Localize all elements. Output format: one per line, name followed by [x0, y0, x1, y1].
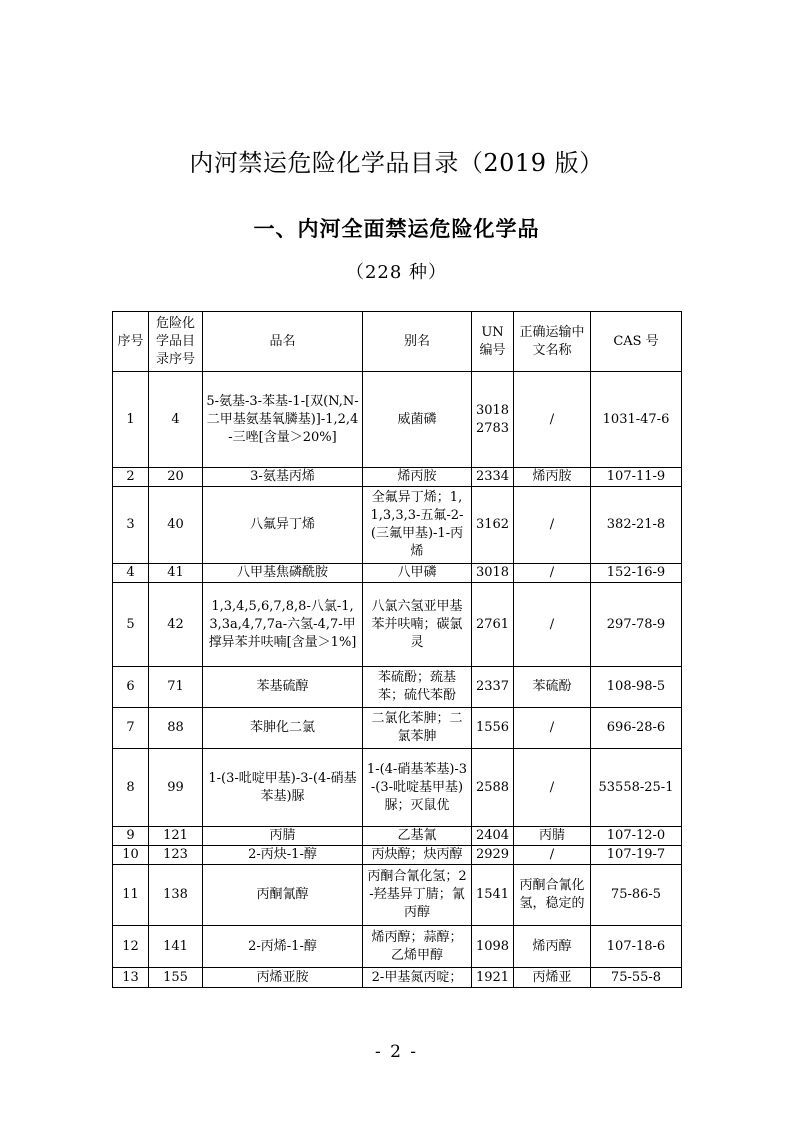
cell-un: 1556	[472, 708, 514, 749]
cell-seq: 11	[113, 865, 149, 926]
cell-un: 2334	[472, 468, 514, 487]
header-un: UN编号	[472, 312, 514, 372]
cell-catalog-no: 121	[149, 827, 203, 846]
cell-un: 2588	[472, 749, 514, 827]
cell-catalog-no: 4	[149, 372, 203, 468]
cell-un: 1098	[472, 926, 514, 968]
cell-seq: 10	[113, 846, 149, 865]
cell-name: 丙酮氰醇	[203, 865, 363, 926]
cell-un: 2761	[472, 583, 514, 667]
cell-seq: 8	[113, 749, 149, 827]
cell-un: 1921	[472, 968, 514, 988]
cell-name: 5-氨基-3-苯基-1-[双(N,N-二甲基氨基氧膦基)]-1,2,4-三唑[含量＞20%]	[203, 372, 363, 468]
cell-cas: 1031-47-6	[591, 372, 682, 468]
item-count: （228 种）	[345, 262, 448, 283]
cell-ship-name: /	[514, 372, 591, 468]
cell-seq: 9	[113, 827, 149, 846]
cell-name: 丙腈	[203, 827, 363, 846]
cell-alias: 乙基氰	[363, 827, 472, 846]
table-row	[113, 749, 682, 827]
table-row	[113, 487, 682, 564]
cell-alias: 二氯化苯胂；二氯苯胂	[363, 708, 472, 749]
cell-seq: 5	[113, 583, 149, 667]
header-cas: CAS 号	[591, 312, 682, 372]
header-seq: 序号	[113, 312, 149, 372]
cell-cas: 696-28-6	[591, 708, 682, 749]
cell-ship-name: /	[514, 749, 591, 827]
table-row	[113, 564, 682, 583]
cell-un: 1541	[472, 865, 514, 926]
cell-catalog-no: 123	[149, 846, 203, 865]
cell-alias: 全氟异丁烯；1,1,3,3,3-五氟-2-(三氟甲基)-1-丙烯	[363, 487, 472, 564]
cell-cas: 75-55-8	[591, 968, 682, 988]
cell-ship-name: 烯丙胺	[514, 468, 591, 487]
cell-catalog-no: 88	[149, 708, 203, 749]
cell-un: 3162	[472, 487, 514, 564]
cell-ship-name: 烯丙醇	[514, 926, 591, 968]
cell-cas: 107-18-6	[591, 926, 682, 968]
table-row	[113, 865, 682, 926]
cell-alias: 八氯六氢亚甲基苯并呋喃；碳氯灵	[363, 583, 472, 667]
cell-alias: 威菌磷	[363, 372, 472, 468]
cell-cas: 107-12-0	[591, 827, 682, 846]
cell-ship-name: /	[514, 708, 591, 749]
cell-cas: 53558-25-1	[591, 749, 682, 827]
cell-name: 2-丙烯-1-醇	[203, 926, 363, 968]
cell-catalog-no: 155	[149, 968, 203, 988]
table-row	[113, 968, 682, 988]
cell-catalog-no: 20	[149, 468, 203, 487]
cell-seq: 4	[113, 564, 149, 583]
cell-name: 丙烯亚胺	[203, 968, 363, 988]
table-header-row	[113, 312, 682, 372]
cell-seq: 6	[113, 667, 149, 708]
cell-ship-name: /	[514, 487, 591, 564]
cell-ship-name: /	[514, 846, 591, 865]
cell-name: 八氟异丁烯	[203, 487, 363, 564]
cell-cas: 107-11-9	[591, 468, 682, 487]
cell-catalog-no: 99	[149, 749, 203, 827]
header-catalog-no: 危险化学品目录序号	[149, 312, 203, 372]
document-title: 内河禁运危险化学品目录（2019 版）	[189, 149, 604, 177]
cell-ship-name: 丙腈	[514, 827, 591, 846]
header-name: 品名	[203, 312, 363, 372]
cell-seq: 3	[113, 487, 149, 564]
table-row	[113, 372, 682, 468]
cell-un: 2337	[472, 667, 514, 708]
cell-catalog-no: 141	[149, 926, 203, 968]
cell-ship-name: /	[514, 583, 591, 667]
cell-catalog-no: 40	[149, 487, 203, 564]
cell-alias: 烯丙醇；蒜醇；乙烯甲醇	[363, 926, 472, 968]
header-alias: 别名	[363, 312, 472, 372]
cell-cas: 297-78-9	[591, 583, 682, 667]
table-row	[113, 708, 682, 749]
table-row	[113, 926, 682, 968]
cell-cas: 107-19-7	[591, 846, 682, 865]
table-row	[113, 846, 682, 865]
cell-seq: 7	[113, 708, 149, 749]
cell-name: 苯基硫醇	[203, 667, 363, 708]
table-row	[113, 583, 682, 667]
table-row	[113, 827, 682, 846]
cell-alias: 丙酮合氰化氢；2-羟基异丁腈；氰丙醇	[363, 865, 472, 926]
header-ship-name: 正确运输中文名称	[514, 312, 591, 372]
cell-name: 1,3,4,5,6,7,8,8-八氯-1,3,3a,4,7,7a-六氢-4,7-甲撑异苯并呋喃[含量＞1%]	[203, 583, 363, 667]
cell-ship-name: 苯硫酚	[514, 667, 591, 708]
cell-seq: 13	[113, 968, 149, 988]
page-number: - 2 -	[374, 1042, 419, 1062]
cell-alias: 2-甲基氮丙啶；	[363, 968, 472, 988]
cell-seq: 12	[113, 926, 149, 968]
cell-catalog-no: 42	[149, 583, 203, 667]
cell-un: 2929	[472, 846, 514, 865]
cell-catalog-no: 71	[149, 667, 203, 708]
cell-ship-name: /	[514, 564, 591, 583]
cell-seq: 2	[113, 468, 149, 487]
cell-name: 1-(3-吡啶甲基)-3-(4-硝基苯基)脲	[203, 749, 363, 827]
cell-cas: 152-16-9	[591, 564, 682, 583]
cell-alias: 八甲磷	[363, 564, 472, 583]
cell-catalog-no: 41	[149, 564, 203, 583]
chemicals-table	[112, 311, 682, 988]
cell-name: 2-丙炔-1-醇	[203, 846, 363, 865]
cell-cas: 108-98-5	[591, 667, 682, 708]
cell-alias: 苯硫酚；巯基苯；硫代苯酚	[363, 667, 472, 708]
cell-ship-name: 丙酮合氰化氢，稳定的	[514, 865, 591, 926]
cell-un: 3018	[472, 564, 514, 583]
cell-name: 3-氨基丙烯	[203, 468, 363, 487]
cell-name: 八甲基焦磷酰胺	[203, 564, 363, 583]
cell-alias: 丙炔醇；炔丙醇	[363, 846, 472, 865]
cell-ship-name: 丙烯亚	[514, 968, 591, 988]
table-row	[113, 468, 682, 487]
cell-cas: 382-21-8	[591, 487, 682, 564]
cell-un: 2404	[472, 827, 514, 846]
cell-cas: 75-86-5	[591, 865, 682, 926]
cell-un: 3018 2783	[472, 372, 514, 468]
cell-catalog-no: 138	[149, 865, 203, 926]
cell-alias: 1-(4-硝基苯基)-3-(3-吡啶基甲基)脲；灭鼠优	[363, 749, 472, 827]
cell-seq: 1	[113, 372, 149, 468]
table-body	[113, 372, 682, 988]
cell-name: 苯胂化二氯	[203, 708, 363, 749]
table-row	[113, 667, 682, 708]
cell-alias: 烯丙胺	[363, 468, 472, 487]
section-title: 一、内河全面禁运危险化学品	[253, 216, 540, 241]
